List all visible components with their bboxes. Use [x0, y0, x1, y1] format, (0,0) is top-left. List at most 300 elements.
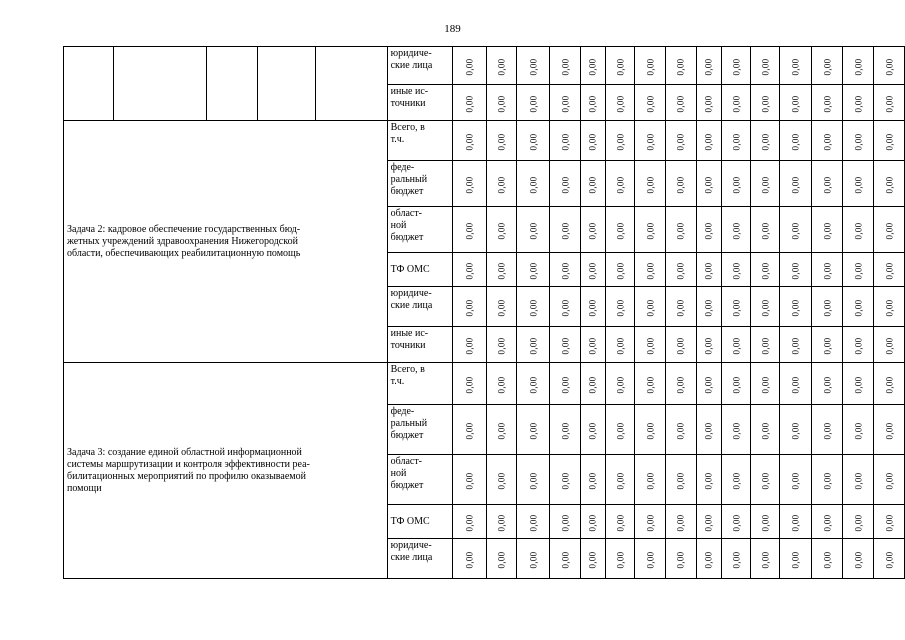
value-cell [874, 207, 905, 253]
value-text: 0,00 [790, 58, 801, 75]
value-text: 0,00 [760, 299, 771, 316]
value-cell [874, 405, 905, 455]
value-cell [550, 539, 581, 579]
value-text: 0,00 [587, 422, 598, 439]
value-cell [517, 85, 550, 121]
value-text: 0,00 [822, 376, 833, 393]
value-cell [453, 363, 487, 405]
value-cell [580, 287, 605, 327]
value-cell [843, 253, 874, 287]
value-cell [550, 207, 581, 253]
value-text: 0,00 [559, 299, 570, 316]
value-text: 0,00 [822, 337, 833, 354]
value-cell [751, 455, 780, 505]
value-cell [453, 327, 487, 363]
value-cell [696, 287, 721, 327]
value-cell [580, 405, 605, 455]
value-cell [751, 287, 780, 327]
value-text: 0,00 [645, 337, 656, 354]
value-cell [666, 85, 697, 121]
value-text: 0,00 [675, 133, 686, 150]
value-text: 0,00 [760, 472, 771, 489]
empty-cell [257, 47, 315, 121]
value-text: 0,00 [790, 222, 801, 239]
value-cell [666, 505, 697, 539]
value-cell [635, 85, 666, 121]
value-text: 0,00 [884, 176, 895, 193]
value-text: 0,00 [645, 58, 656, 75]
value-cell [517, 505, 550, 539]
value-text: 0,00 [675, 514, 686, 531]
value-cell [780, 363, 812, 405]
value-text: 0,00 [822, 95, 833, 112]
value-cell [874, 253, 905, 287]
value-cell [874, 121, 905, 161]
value-cell [780, 253, 812, 287]
value-text: 0,00 [730, 262, 741, 279]
value-text: 0,00 [703, 551, 714, 568]
value-text: 0,00 [760, 176, 771, 193]
value-text: 0,00 [528, 376, 539, 393]
value-text: 0,00 [496, 222, 507, 239]
value-cell [605, 161, 635, 207]
value-cell [635, 455, 666, 505]
value-cell [580, 207, 605, 253]
value-text: 0,00 [853, 95, 864, 112]
value-text: 0,00 [645, 95, 656, 112]
value-text: 0,00 [703, 422, 714, 439]
value-text: 0,00 [760, 58, 771, 75]
value-text: 0,00 [464, 133, 475, 150]
value-text: 0,00 [730, 422, 741, 439]
funding-source-label: юридиче- ские лица [387, 47, 453, 85]
value-text: 0,00 [645, 176, 656, 193]
funding-source-label: юридиче- ские лица [387, 539, 453, 579]
value-text: 0,00 [790, 376, 801, 393]
funding-source-label: иные ис- точники [387, 85, 453, 121]
value-cell [666, 455, 697, 505]
value-text: 0,00 [675, 58, 686, 75]
value-cell [751, 327, 780, 363]
value-cell [635, 121, 666, 161]
value-text: 0,00 [615, 376, 626, 393]
value-text: 0,00 [496, 551, 507, 568]
value-text: 0,00 [675, 376, 686, 393]
value-cell [550, 85, 581, 121]
value-cell [811, 505, 843, 539]
value-text: 0,00 [615, 176, 626, 193]
value-text: 0,00 [675, 262, 686, 279]
value-text: 0,00 [853, 422, 864, 439]
value-text: 0,00 [587, 58, 598, 75]
value-cell [874, 287, 905, 327]
value-cell [453, 455, 487, 505]
value-cell [486, 455, 517, 505]
value-text: 0,00 [528, 176, 539, 193]
value-cell [843, 505, 874, 539]
value-cell [517, 455, 550, 505]
value-cell [605, 253, 635, 287]
value-text: 0,00 [615, 551, 626, 568]
value-text: 0,00 [587, 222, 598, 239]
value-text: 0,00 [645, 222, 656, 239]
value-text: 0,00 [615, 472, 626, 489]
value-text: 0,00 [496, 514, 507, 531]
value-text: 0,00 [496, 133, 507, 150]
value-cell [721, 161, 751, 207]
value-cell [580, 505, 605, 539]
value-cell [751, 47, 780, 85]
empty-cell [206, 47, 257, 121]
value-text: 0,00 [645, 472, 656, 489]
value-cell [721, 363, 751, 405]
value-text: 0,00 [703, 299, 714, 316]
value-cell [550, 47, 581, 85]
value-text: 0,00 [853, 376, 864, 393]
value-cell [517, 161, 550, 207]
value-text: 0,00 [790, 514, 801, 531]
value-text: 0,00 [853, 58, 864, 75]
value-cell [517, 327, 550, 363]
value-text: 0,00 [528, 58, 539, 75]
value-text: 0,00 [760, 376, 771, 393]
value-cell [780, 207, 812, 253]
value-text: 0,00 [559, 376, 570, 393]
value-cell [751, 161, 780, 207]
value-text: 0,00 [853, 133, 864, 150]
value-cell [696, 405, 721, 455]
value-cell [666, 253, 697, 287]
value-cell [666, 47, 697, 85]
value-text: 0,00 [730, 58, 741, 75]
value-cell [486, 47, 517, 85]
value-cell [635, 161, 666, 207]
value-text: 0,00 [587, 95, 598, 112]
value-text: 0,00 [464, 422, 475, 439]
value-cell [550, 455, 581, 505]
value-cell [843, 85, 874, 121]
value-cell [721, 207, 751, 253]
value-text: 0,00 [675, 222, 686, 239]
value-text: 0,00 [790, 472, 801, 489]
value-text: 0,00 [884, 299, 895, 316]
value-cell [453, 505, 487, 539]
value-text: 0,00 [703, 262, 714, 279]
value-cell [486, 363, 517, 405]
value-cell [696, 455, 721, 505]
value-cell [453, 253, 487, 287]
value-text: 0,00 [675, 472, 686, 489]
value-cell [843, 47, 874, 85]
funding-source-label: юридиче- ские лица [387, 287, 453, 327]
value-text: 0,00 [587, 262, 598, 279]
value-cell [635, 327, 666, 363]
value-cell [580, 327, 605, 363]
value-cell [517, 121, 550, 161]
value-text: 0,00 [496, 58, 507, 75]
value-text: 0,00 [496, 376, 507, 393]
value-cell [550, 327, 581, 363]
value-cell [780, 287, 812, 327]
value-text: 0,00 [760, 551, 771, 568]
value-text: 0,00 [528, 95, 539, 112]
value-cell [605, 405, 635, 455]
value-cell [721, 47, 751, 85]
value-text: 0,00 [822, 222, 833, 239]
value-cell [550, 253, 581, 287]
value-cell [696, 505, 721, 539]
value-cell [580, 47, 605, 85]
value-cell [874, 327, 905, 363]
value-text: 0,00 [528, 133, 539, 150]
value-text: 0,00 [790, 95, 801, 112]
value-cell [696, 121, 721, 161]
value-cell [635, 287, 666, 327]
value-cell [453, 161, 487, 207]
value-text: 0,00 [822, 133, 833, 150]
value-cell [580, 161, 605, 207]
value-text: 0,00 [884, 337, 895, 354]
value-text: 0,00 [645, 262, 656, 279]
value-cell [843, 207, 874, 253]
value-text: 0,00 [884, 376, 895, 393]
value-cell [550, 363, 581, 405]
value-text: 0,00 [528, 422, 539, 439]
value-text: 0,00 [615, 337, 626, 354]
value-text: 0,00 [884, 58, 895, 75]
value-text: 0,00 [853, 299, 864, 316]
value-text: 0,00 [730, 299, 741, 316]
value-text: 0,00 [730, 222, 741, 239]
value-text: 0,00 [822, 422, 833, 439]
value-text: 0,00 [730, 133, 741, 150]
value-cell [486, 85, 517, 121]
value-text: 0,00 [645, 551, 656, 568]
value-text: 0,00 [587, 376, 598, 393]
value-text: 0,00 [528, 514, 539, 531]
value-cell [666, 327, 697, 363]
value-text: 0,00 [587, 514, 598, 531]
value-cell [486, 327, 517, 363]
value-text: 0,00 [703, 376, 714, 393]
value-text: 0,00 [760, 514, 771, 531]
value-cell [780, 47, 812, 85]
value-text: 0,00 [528, 472, 539, 489]
value-cell [721, 253, 751, 287]
value-text: 0,00 [790, 337, 801, 354]
value-text: 0,00 [760, 222, 771, 239]
value-cell [666, 161, 697, 207]
value-text: 0,00 [760, 133, 771, 150]
empty-cell [64, 47, 114, 121]
value-cell [811, 363, 843, 405]
value-cell [811, 85, 843, 121]
funding-source-label: ТФ ОМС [387, 253, 453, 287]
value-cell [453, 85, 487, 121]
value-cell [550, 287, 581, 327]
value-cell [780, 455, 812, 505]
value-cell [486, 161, 517, 207]
value-text: 0,00 [464, 95, 475, 112]
value-cell [517, 207, 550, 253]
value-text: 0,00 [730, 472, 741, 489]
value-text: 0,00 [559, 58, 570, 75]
value-cell [874, 85, 905, 121]
value-text: 0,00 [615, 222, 626, 239]
value-text: 0,00 [464, 176, 475, 193]
value-text: 0,00 [615, 133, 626, 150]
value-cell [751, 253, 780, 287]
value-cell [453, 287, 487, 327]
page-number: 189 [444, 23, 461, 35]
value-cell [811, 327, 843, 363]
value-cell [811, 47, 843, 85]
value-cell [843, 287, 874, 327]
value-cell [486, 121, 517, 161]
value-text: 0,00 [464, 262, 475, 279]
value-text: 0,00 [760, 262, 771, 279]
value-cell [811, 455, 843, 505]
value-cell [517, 363, 550, 405]
value-cell [453, 405, 487, 455]
value-text: 0,00 [496, 176, 507, 193]
value-text: 0,00 [884, 422, 895, 439]
value-text: 0,00 [675, 337, 686, 354]
value-cell [550, 161, 581, 207]
value-cell [666, 363, 697, 405]
value-text: 0,00 [822, 472, 833, 489]
value-cell [666, 539, 697, 579]
value-cell [843, 363, 874, 405]
value-cell [721, 405, 751, 455]
value-text: 0,00 [496, 422, 507, 439]
value-text: 0,00 [822, 514, 833, 531]
value-text: 0,00 [559, 337, 570, 354]
empty-cell [114, 47, 206, 121]
value-text: 0,00 [496, 299, 507, 316]
value-cell [696, 207, 721, 253]
value-text: 0,00 [703, 58, 714, 75]
value-text: 0,00 [615, 514, 626, 531]
value-text: 0,00 [559, 133, 570, 150]
value-text: 0,00 [730, 337, 741, 354]
value-text: 0,00 [675, 551, 686, 568]
value-cell [486, 405, 517, 455]
value-cell [517, 405, 550, 455]
value-text: 0,00 [822, 551, 833, 568]
value-cell [811, 539, 843, 579]
value-text: 0,00 [703, 133, 714, 150]
value-text: 0,00 [822, 176, 833, 193]
value-text: 0,00 [587, 133, 598, 150]
value-cell [635, 47, 666, 85]
value-text: 0,00 [822, 299, 833, 316]
value-text: 0,00 [884, 262, 895, 279]
funding-source-label: Всего, в т.ч. [387, 363, 453, 405]
value-cell [635, 207, 666, 253]
value-cell [780, 539, 812, 579]
value-cell [635, 405, 666, 455]
value-text: 0,00 [615, 422, 626, 439]
task-description: Задача 2: кадровое обеспечение государственных бюд- жетных учреждений здравоохранения Нижегородской области, обеспечивающих реабилитационную помощь [64, 121, 388, 363]
value-text: 0,00 [559, 176, 570, 193]
value-cell [721, 121, 751, 161]
value-cell [517, 287, 550, 327]
value-cell [605, 287, 635, 327]
value-cell [666, 207, 697, 253]
value-text: 0,00 [703, 514, 714, 531]
funding-source-label: ТФ ОМС [387, 505, 453, 539]
value-cell [666, 287, 697, 327]
value-cell [605, 327, 635, 363]
value-text: 0,00 [528, 299, 539, 316]
value-text: 0,00 [730, 176, 741, 193]
value-cell [721, 287, 751, 327]
value-text: 0,00 [760, 95, 771, 112]
value-cell [751, 85, 780, 121]
value-cell [550, 505, 581, 539]
value-cell [751, 539, 780, 579]
value-cell [721, 539, 751, 579]
value-text: 0,00 [615, 95, 626, 112]
value-cell [751, 121, 780, 161]
value-cell [486, 253, 517, 287]
value-text: 0,00 [464, 58, 475, 75]
value-cell [486, 207, 517, 253]
table-row [64, 47, 905, 85]
value-cell [696, 327, 721, 363]
value-cell [605, 505, 635, 539]
value-cell [453, 207, 487, 253]
value-text: 0,00 [853, 262, 864, 279]
value-cell [453, 47, 487, 85]
value-cell [666, 405, 697, 455]
value-text: 0,00 [760, 337, 771, 354]
task-description: Задача 3: создание единой областной информационной системы маршрутизации и контроля эффективности реа- билитационных мероприятий по профилю оказываемой помощи [64, 363, 388, 579]
value-cell [874, 161, 905, 207]
value-text: 0,00 [884, 551, 895, 568]
value-cell [751, 363, 780, 405]
value-cell [580, 121, 605, 161]
value-cell [580, 363, 605, 405]
table-row [64, 121, 905, 161]
value-text: 0,00 [675, 176, 686, 193]
value-cell [550, 405, 581, 455]
value-cell [843, 327, 874, 363]
value-cell [843, 455, 874, 505]
funding-source-label: област- ной бюджет [387, 455, 453, 505]
value-text: 0,00 [853, 472, 864, 489]
value-text: 0,00 [464, 472, 475, 489]
value-text: 0,00 [464, 299, 475, 316]
value-cell [580, 253, 605, 287]
value-text: 0,00 [703, 222, 714, 239]
value-text: 0,00 [559, 95, 570, 112]
value-text: 0,00 [760, 422, 771, 439]
value-text: 0,00 [730, 551, 741, 568]
value-cell [453, 539, 487, 579]
value-text: 0,00 [853, 514, 864, 531]
value-text: 0,00 [587, 176, 598, 193]
value-cell [811, 207, 843, 253]
value-cell [605, 121, 635, 161]
value-cell [486, 505, 517, 539]
value-text: 0,00 [884, 133, 895, 150]
value-cell [696, 85, 721, 121]
value-text: 0,00 [730, 95, 741, 112]
value-text: 0,00 [790, 133, 801, 150]
value-text: 0,00 [615, 58, 626, 75]
